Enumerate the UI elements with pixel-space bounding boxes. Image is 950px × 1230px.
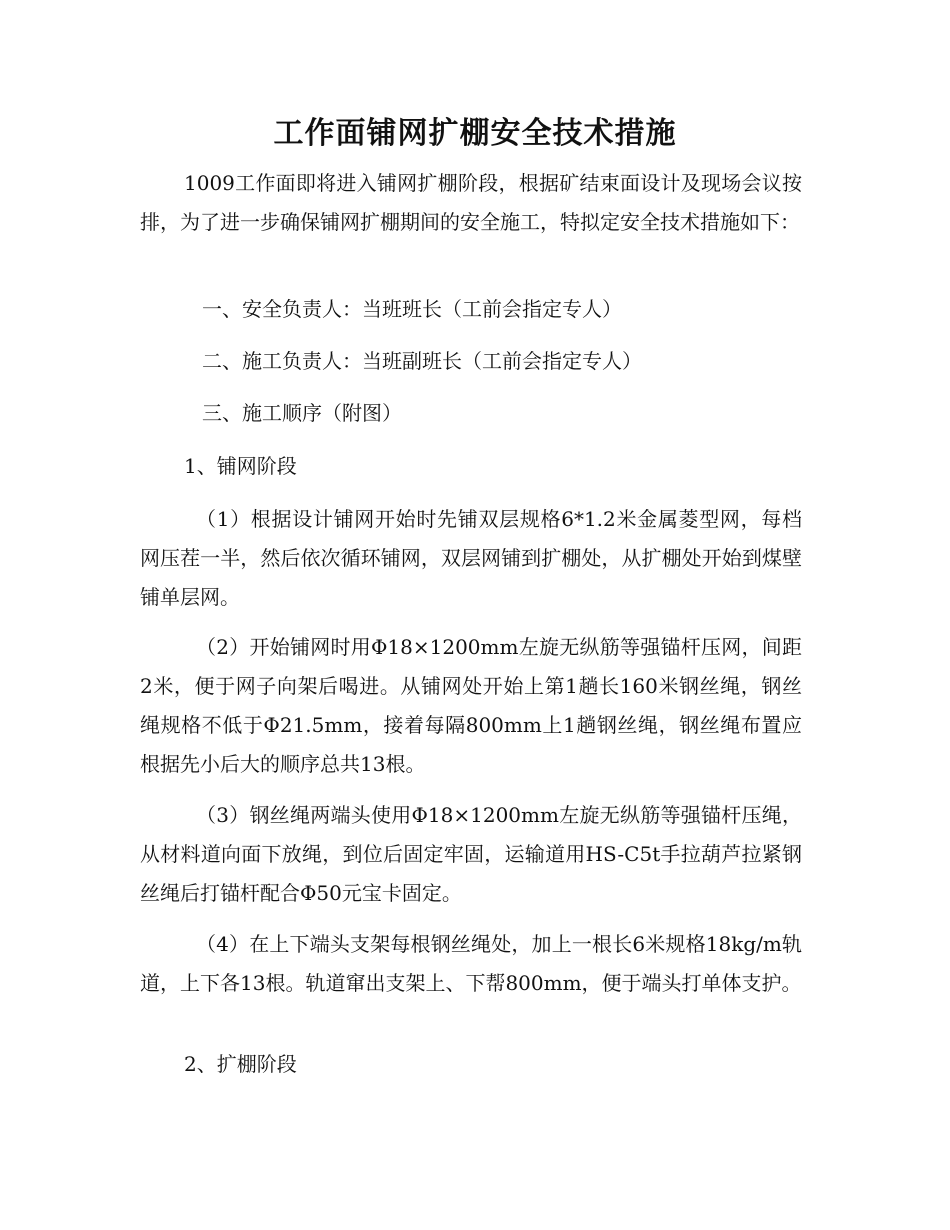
step-3-paragraph: （3）钢丝绳两端头使用Φ18×1200mm左旋无纵筋等强锚杆压绳，从材料道向面下放绳，到位后固定牢固，运输道用HS-C5t手拉葫芦拉紧钢丝绳后打锚杆配合Φ50元宝卡固定。 xyxy=(140,803,802,905)
step-2-paragraph: （2）开始铺网时用Φ18×1200mm左旋无纵筋等强锚杆压网，间距2米，便于网子向架后喝进。从铺网处开始上第1趟长160米钢丝绳，钢丝绳规格不低于Φ21.5mm，接着每隔800mm上1趟钢丝绳，钢丝绳布置应根据先小后大的顺序总共13根。 xyxy=(140,635,802,776)
section-heading-net-laying: 1、铺网阶段 xyxy=(184,454,297,478)
intro-paragraph: 1009工作面即将进入铺网扩棚阶段，根据矿结束面设计及现场会议按排，为了进一步确保铺网扩棚期间的安全施工，特拟定安全技术措施如下： xyxy=(140,171,802,234)
item-construction-responsible: 二、施工负责人：当班副班长（工前会指定专人） xyxy=(202,349,642,373)
step-4-paragraph: （4）在上下端头支架每根钢丝绳处，加上一根长6米规格18kg/m轨道，上下各13根。轨道窜出支架上、下帮800mm，便于端头打单体支护。 xyxy=(140,932,802,995)
step-1-paragraph: （1）根据设计铺网开始时先铺双层规格6*1.2米金属菱型网，每档网压茬一半，然后依次循环铺网，双层网铺到扩棚处，从扩棚处开始到煤壁铺单层网。 xyxy=(140,507,802,609)
section-heading-shed-expansion: 2、扩棚阶段 xyxy=(184,1052,297,1076)
document-title: 工作面铺网扩棚安全技术措施 xyxy=(273,116,677,151)
item-safety-responsible: 一、安全负责人：当班班长（工前会指定专人） xyxy=(202,297,622,321)
item-construction-sequence: 三、施工顺序（附图） xyxy=(202,401,402,425)
